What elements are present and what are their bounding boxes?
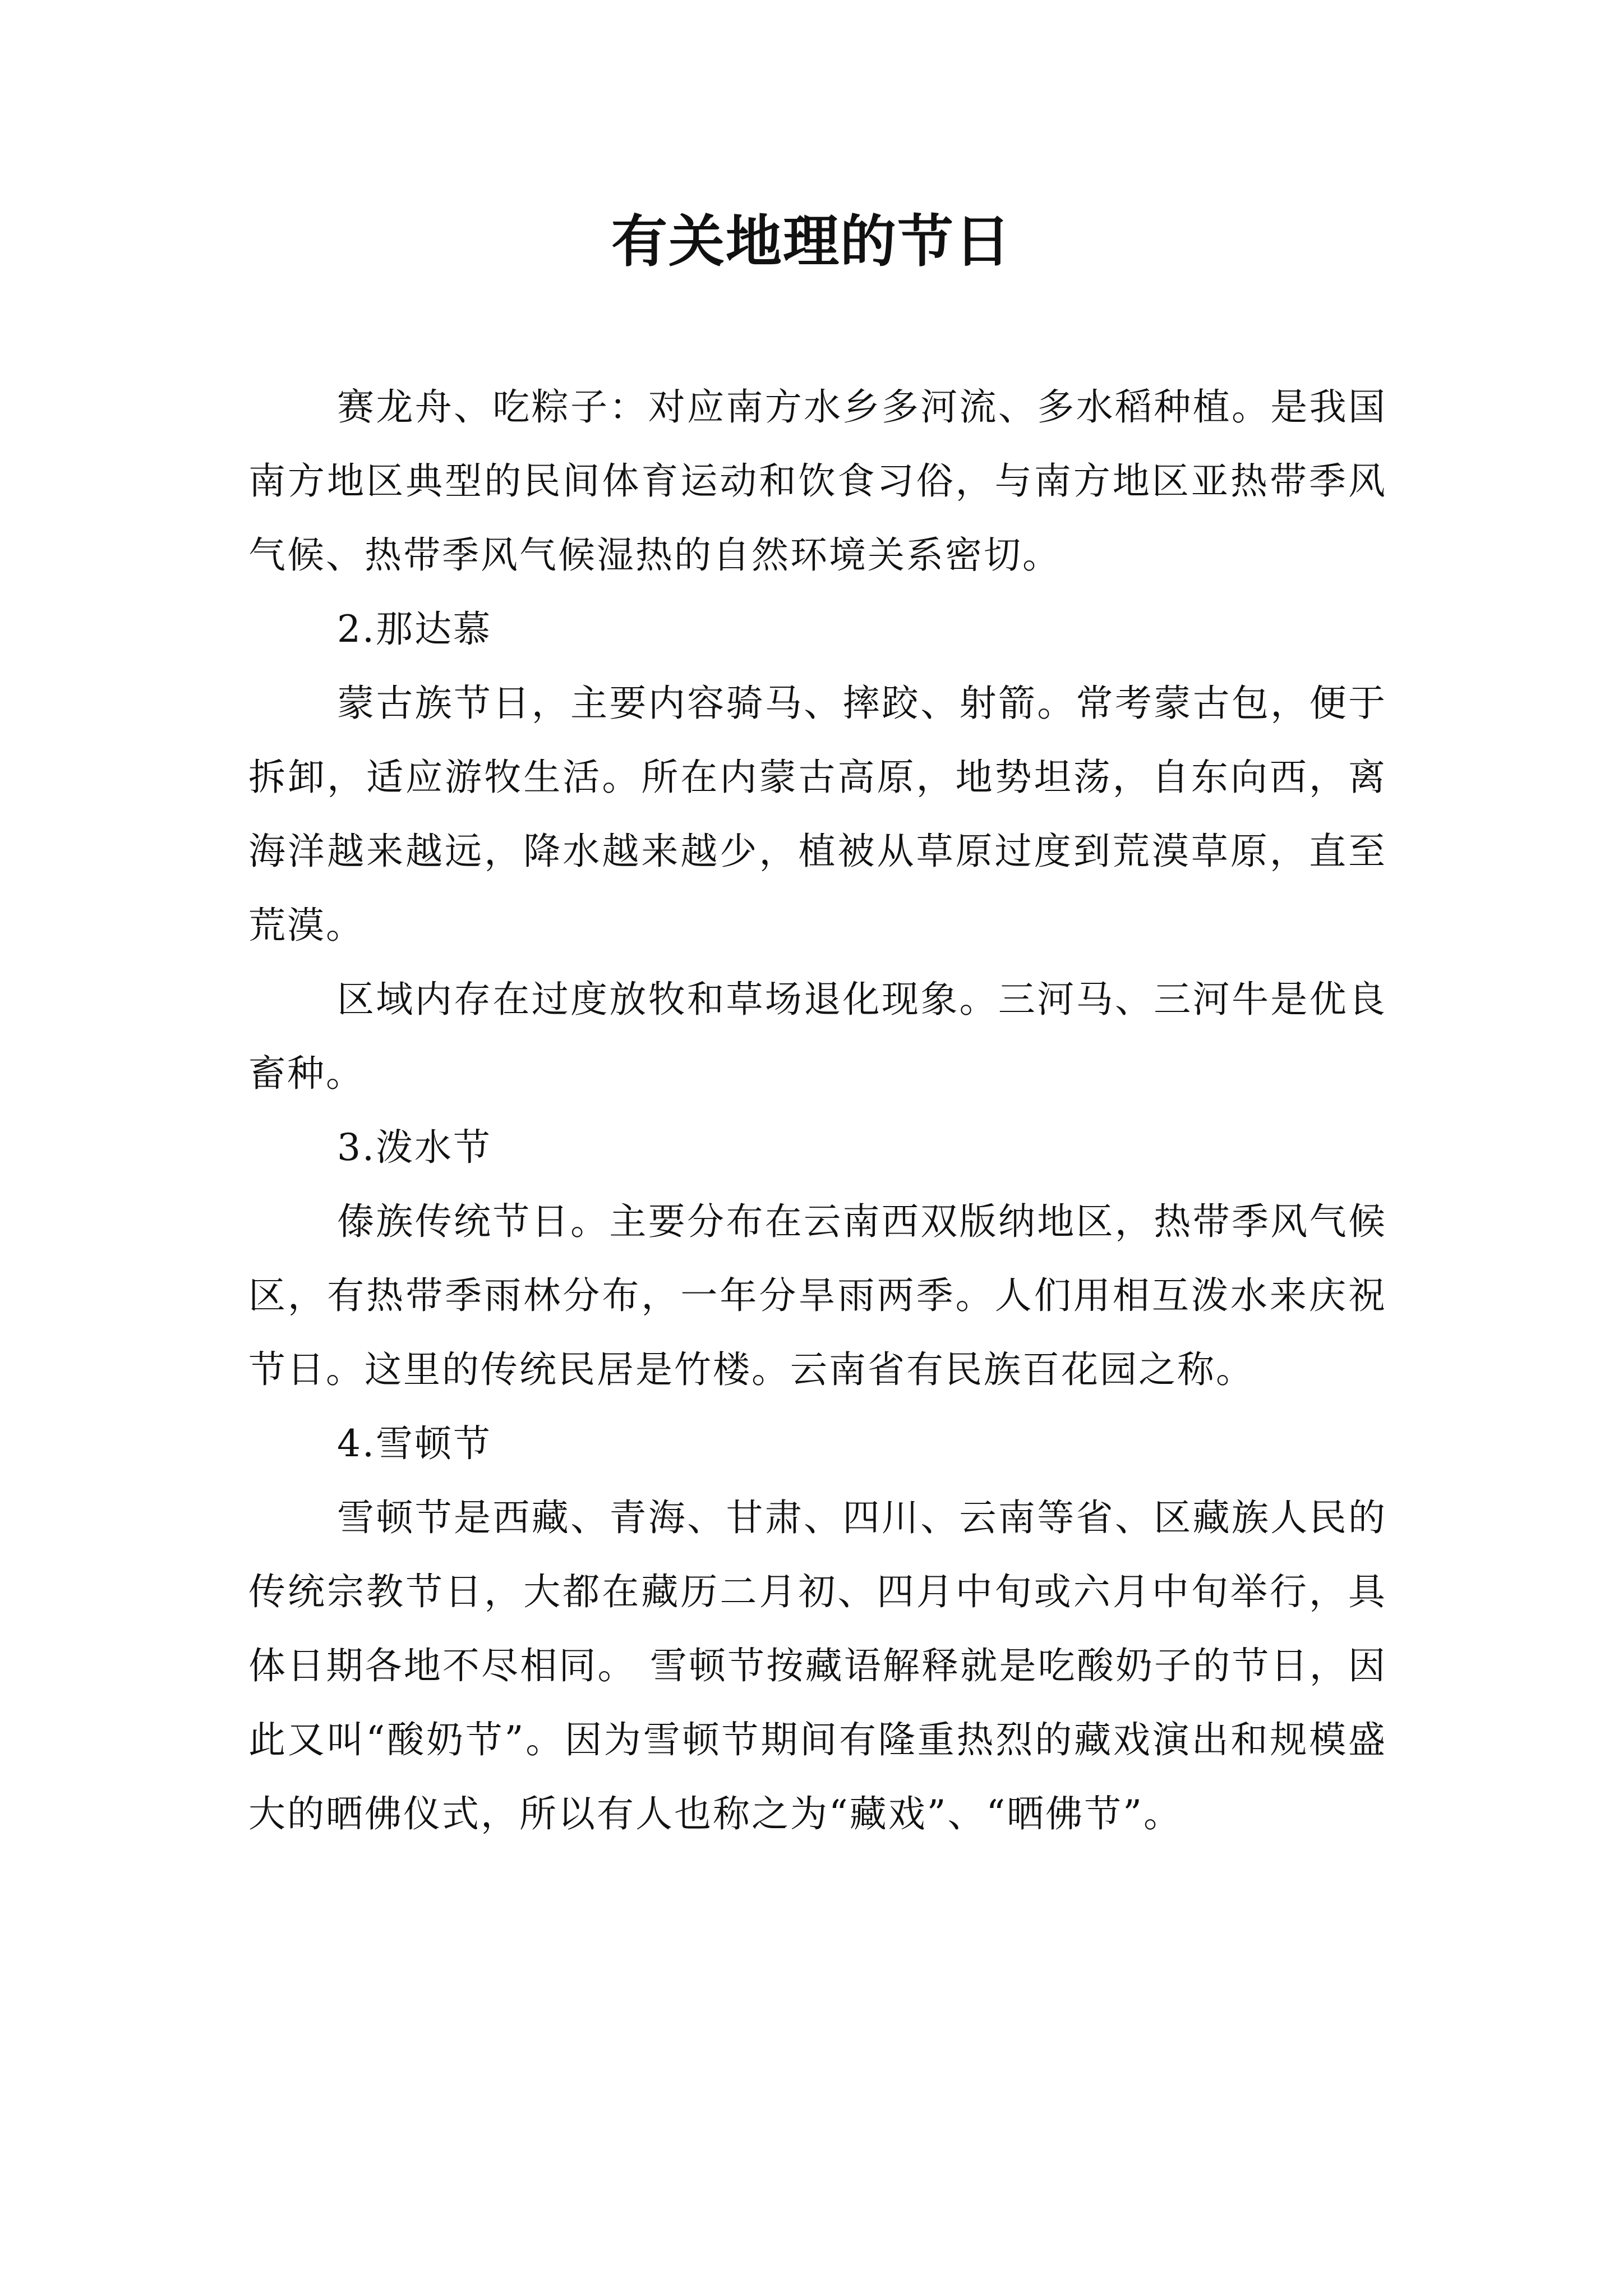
page-title: 有关地理的节日 bbox=[611, 208, 1012, 274]
paragraph-water-splashing: 傣族传统节日。主要分布在云南西双版纳地区，热带季风气候区，有热带季雨林分布，一年分旱雨两季。人们用相互泼水来庆祝节日。这里的传统民居是竹楼。云南省有民族百花园之称。 bbox=[248, 1200, 1387, 1391]
paragraph-shoton: 雪顿节是西藏、青海、甘肃、四川、云南等省、区藏族人民的传统宗教节日，大都在藏历二月初、四月中旬或六月中旬举行，具体日期各地不尽相同。 雪顿节按藏语解释就是吃酸奶子的节日，因此又叫“酸奶节”。因为雪顿节期间有隆重热烈的藏戏演出和规模盛大的晒佛仪式，所以有人也称之为“藏戏”、“晒佛节”。 bbox=[248, 1496, 1387, 1835]
paragraph-grassland: 区域内存在过度放牧和草场退化现象。三河马、三河牛是优良畜种。 bbox=[248, 978, 1387, 1095]
paragraph-naadam: 蒙古族节日，主要内容骑马、摔跤、射箭。常考蒙古包，便于拆卸，适应游牧生活。所在内蒙古高原，地势坦荡，自东向西，离海洋越来越远，降水越来越少，植被从草原过度到荒漠草原，直至荒漠。 bbox=[248, 682, 1387, 947]
document-body bbox=[248, 370, 1387, 1851]
section-heading-water-splashing: 3.泼水节 bbox=[337, 1126, 492, 1169]
section-heading-shoton: 4.雪顿节 bbox=[337, 1422, 492, 1465]
paragraph-dragon-boat: 赛龙舟、吃粽子：对应南方水乡多河流、多水稻种植。是我国南方地区典型的民间体育运动和饮食习俗，与南方地区亚热带季风气候、热带季风气候湿热的自然环境关系密切。 bbox=[248, 385, 1387, 577]
section-heading-naadam: 2.那达慕 bbox=[337, 608, 492, 651]
